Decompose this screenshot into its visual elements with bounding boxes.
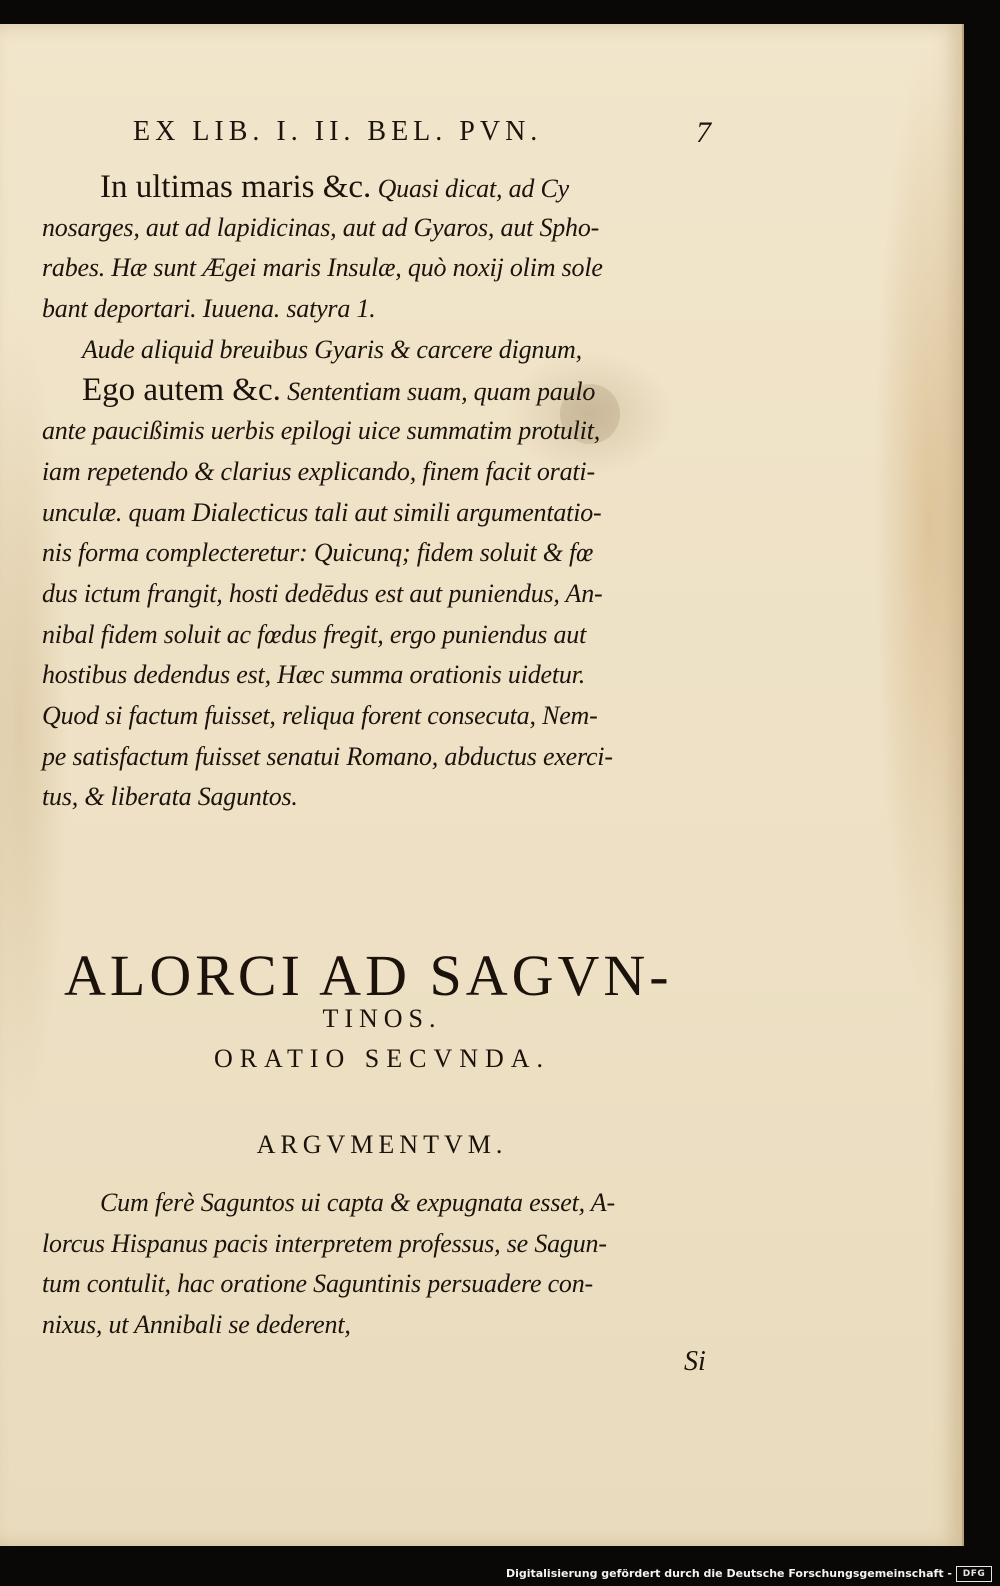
argument-body [42,1183,722,1346]
quotation-line: Aude aliquid breuibus Gyaris & carcere dignum, [82,334,582,364]
lemma: Ego autem &c. [82,372,281,409]
text-line: tum contulit, hac oratione Saguntinis persuadere con- [42,1269,593,1299]
text-line: tus, & liberata Saguntos. [42,782,298,812]
text-line: nibal fidem soluit ac fœdus fregit, ergo puniendus aut [42,619,587,649]
oration-heading: ALORCI AD SAGVN- [64,943,673,1008]
text-line: nis forma complecteretur: Quicunq; fidem soluit & fœ [42,538,594,568]
text-line: Quod si factum fuisset, reliqua forent consecuta, Nem- [42,700,598,730]
text-line: rabes. Hæ sunt Ægei maris Insulæ, quò noxij olim sole [42,253,603,283]
line-text: Sententiam suam, quam paulo [280,377,596,407]
text-line: nixus, ut Annibali se dederent, [42,1310,351,1340]
running-head: EX LIB. I. II. BEL. PVN. [133,116,543,147]
text-line: Cum ferè Saguntos ui capta & expugnata esset, A- [100,1188,615,1217]
oration-subtitle: ORATIO SECVNDA. [213,1044,551,1073]
line-text: Quasi dicat, ad Cy [371,174,569,203]
text-line: dus ictum frangit, hosti dedēdus est aut puniendus, An- [42,578,603,608]
dfg-logo: DFG [956,1566,992,1582]
argument-heading: ARGVMENTVM. [256,1130,508,1159]
catchword: Si [684,1346,706,1377]
lemma: In ultimas maris &c. [100,169,372,205]
text-line: lorcus Hispanus pacis interpretem professus, se Sagun- [42,1228,607,1258]
text-line: hostibus dedendus est, Hæc summa orationis uidetur. [42,660,586,690]
text-line: ante paucißimis uerbis epilogi uice summatim protulit, [42,416,601,446]
text-line: iam repetendo & clarius explicando, finem facit orati- [42,456,595,486]
text-line: pe satisfactum fuisset senatui Romano, abductus exerci- [42,741,613,771]
commentary-body [42,167,722,818]
text-line [42,370,722,411]
text-line: nosarges, aut ad lapidicinas, aut ad Gyaros, aut Spho- [42,212,600,242]
digitization-credit: Digitalisierung gefördert durch die Deutsche Forschungsgemeinschaft - [505,1567,952,1580]
oration-heading-continuation: TINOS. [322,1004,442,1033]
text-line [42,167,722,208]
book-page [0,24,964,1546]
text-line: unculæ. quam Dialecticus tali aut simili argumentatio- [42,497,602,527]
text-line: bant deportari. Iuuena. satyra 1. [42,294,376,324]
page-number: 7 [696,116,711,149]
